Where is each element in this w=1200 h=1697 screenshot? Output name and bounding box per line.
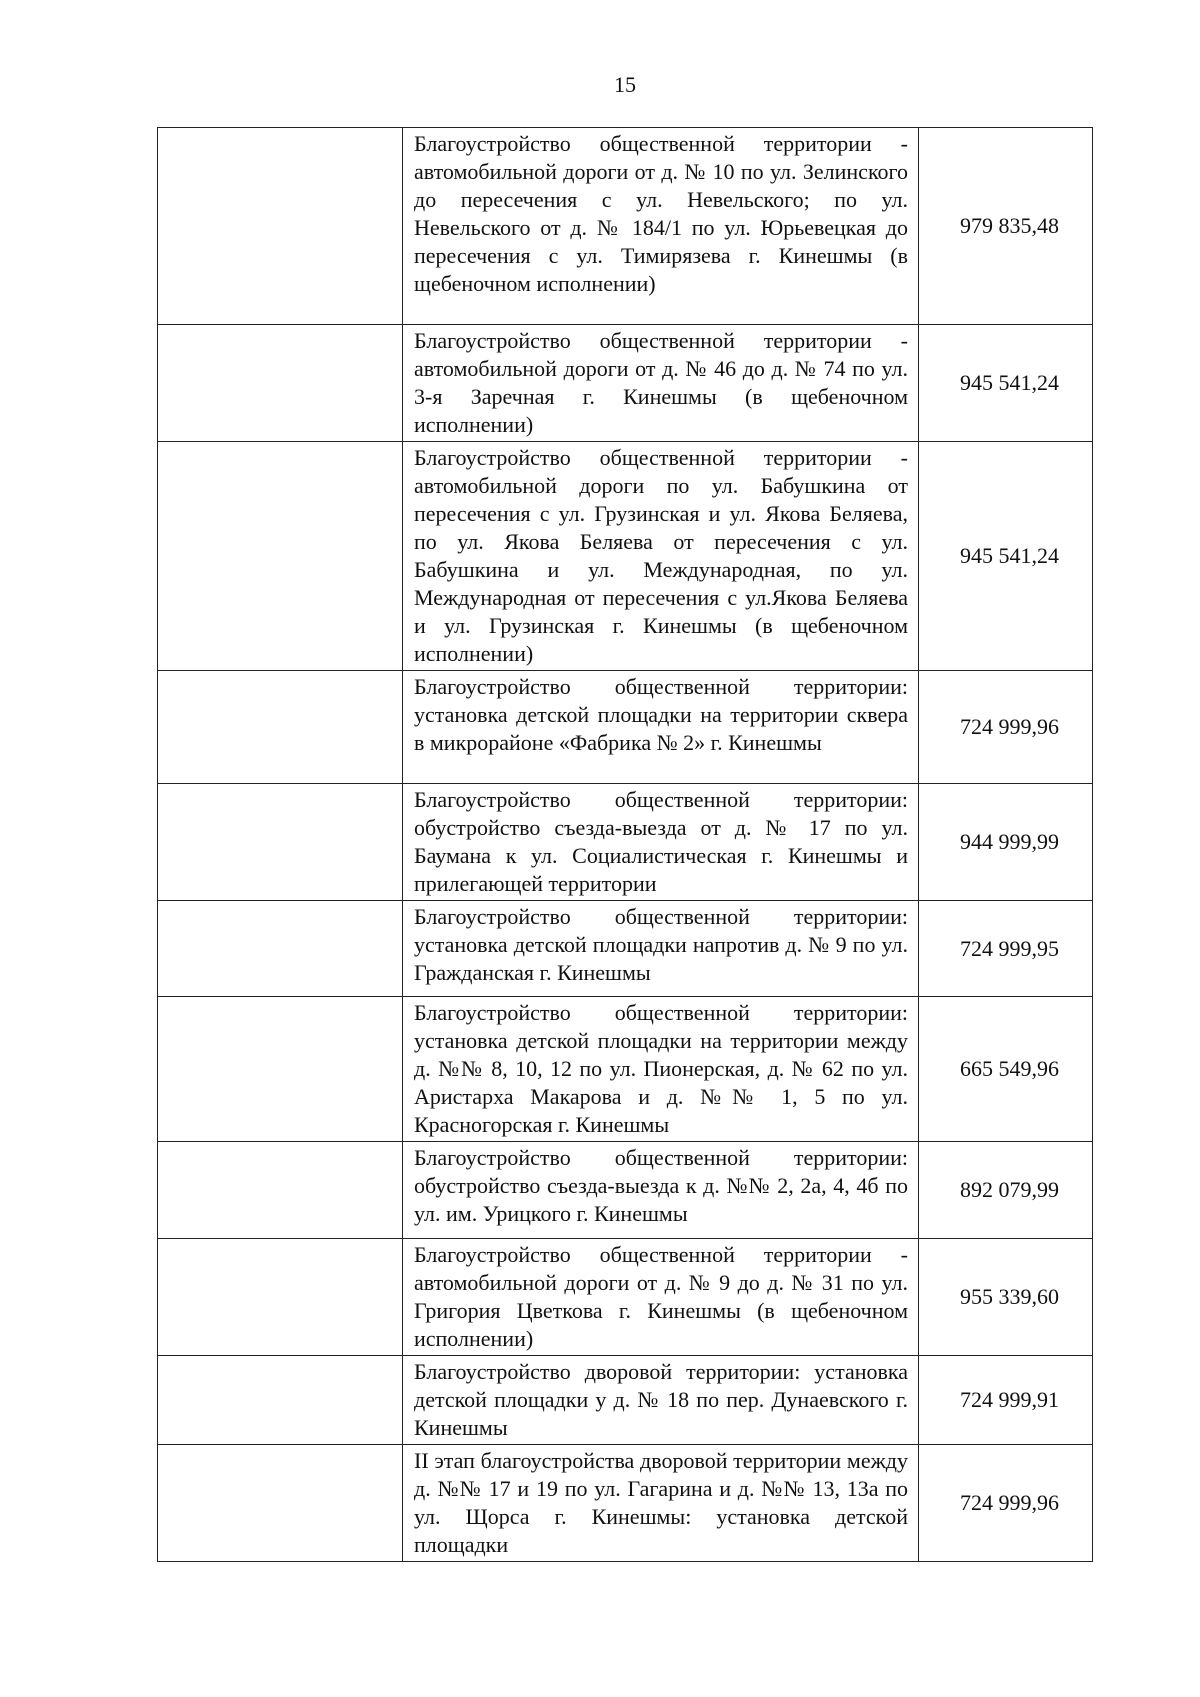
row-empty-cell xyxy=(158,325,403,442)
row-amount: 945 541,24 xyxy=(919,325,1093,442)
row-amount: 724 999,96 xyxy=(919,671,1093,784)
table-row xyxy=(158,442,1093,671)
row-description: II этап благоустройства дворовой территории между д. №№ 17 и 19 по ул. Гагарина и д. №№ 13, 13а по ул. Щорса г. Кинешмы: установка детской площадки xyxy=(403,1445,919,1562)
row-description: Благоустройство общественной территории: обустройство съезда-выезда к д. №№ 2, 2а, 4, 4б по ул. им. Урицкого г. Кинешмы xyxy=(403,1142,919,1239)
row-amount: 955 339,60 xyxy=(919,1239,1093,1356)
table-row xyxy=(158,1356,1093,1445)
row-description: Благоустройство общественной территории - автомобильной дороги от д. № 9 до д. № 31 по ул. Григория Цветкова г. Кинешмы (в щебеночном исполнении) xyxy=(403,1239,919,1356)
row-description: Благоустройство общественной территории: обустройство съезда-выезда от д. № 17 по ул. Баумана к ул. Социалистическая г. Кинешмы и прилегающей территории xyxy=(403,784,919,901)
table-row xyxy=(158,1445,1093,1562)
row-description: Благоустройство общественной территории - автомобильной дороги от д. № 10 по ул. Зелинского до пересечения с ул. Невельского; по ул. Невельского от д. № 184/1 по ул. Юрьевецкая до пересечения с ул. Тимирязева г. Кинешмы (в щебеночном исполнении) xyxy=(403,128,919,325)
row-amount: 724 999,91 xyxy=(919,1356,1093,1445)
table-row xyxy=(158,128,1093,325)
table-row xyxy=(158,784,1093,901)
page-number: 15 xyxy=(614,72,636,97)
row-empty-cell xyxy=(158,901,403,997)
row-description: Благоустройство общественной территории - автомобильной дороги от д. № 46 до д. № 74 по ул. 3-я Заречная г. Кинешмы (в щебеночном исполнении) xyxy=(403,325,919,442)
row-amount: 944 999,99 xyxy=(919,784,1093,901)
row-amount: 979 835,48 xyxy=(919,128,1093,325)
funding-table xyxy=(157,127,1093,1562)
row-empty-cell xyxy=(158,1356,403,1445)
row-amount: 724 999,96 xyxy=(919,1445,1093,1562)
row-empty-cell xyxy=(158,1445,403,1562)
row-amount: 665 549,96 xyxy=(919,997,1093,1142)
row-description: Благоустройство общественной территории: установка детской площадки на территории между д. №№ 8, 10, 12 по ул. Пионерская, д. № 62 по ул. Аристарха Макарова и д. №№ 1, 5 по ул. Красногорская г. Кинешмы xyxy=(403,997,919,1142)
row-amount: 945 541,24 xyxy=(919,442,1093,671)
table-row xyxy=(158,1142,1093,1239)
row-description: Благоустройство общественной территории - автомобильной дороги по ул. Бабушкина от пересечения с ул. Грузинская и ул. Якова Беляева, по ул. Якова Беляева от пересечения с ул. Бабушкина и ул. Международная, по ул. Международная от пересечения с ул.Якова Беляева и ул. Грузинская г. Кинешмы (в щебеночном исполнении) xyxy=(403,442,919,671)
row-empty-cell xyxy=(158,1239,403,1356)
row-amount: 892 079,99 xyxy=(919,1142,1093,1239)
row-description: Благоустройство общественной территории: установка детской площадки на территории сквера в микрорайоне «Фабрика № 2» г. Кинешмы xyxy=(403,671,919,784)
table-row xyxy=(158,671,1093,784)
table-row xyxy=(158,325,1093,442)
table-row xyxy=(158,997,1093,1142)
row-empty-cell xyxy=(158,442,403,671)
table-row xyxy=(158,901,1093,997)
row-empty-cell xyxy=(158,997,403,1142)
row-empty-cell xyxy=(158,1142,403,1239)
row-empty-cell xyxy=(158,671,403,784)
row-amount: 724 999,95 xyxy=(919,901,1093,997)
row-empty-cell xyxy=(158,784,403,901)
row-empty-cell xyxy=(158,128,403,325)
row-description: Благоустройство дворовой территории: установка детской площадки у д. № 18 по пер. Дунаевского г. Кинешмы xyxy=(403,1356,919,1445)
table-row xyxy=(158,1239,1093,1356)
row-description: Благоустройство общественной территории: установка детской площадки напротив д. № 9 по ул. Гражданская г. Кинешмы xyxy=(403,901,919,997)
